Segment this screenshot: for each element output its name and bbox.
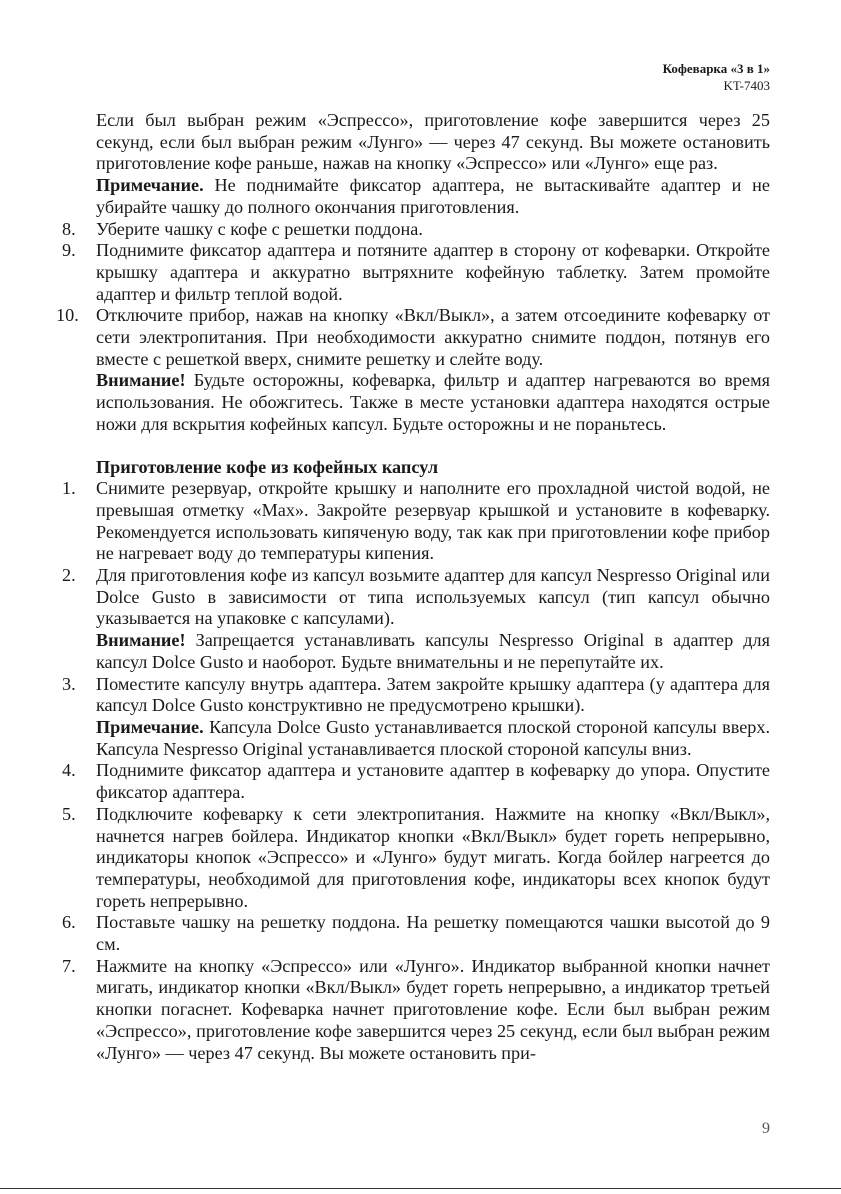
- list-item: [62, 804, 770, 913]
- model-number: KT-7403: [723, 78, 770, 93]
- list-item: [56, 305, 770, 370]
- warning-label: Внимание!: [96, 630, 186, 651]
- list-item-text: Уберите чашку с кофе с решетки поддона.: [96, 218, 423, 239]
- warning-text: Запрещается устанавливать капсулы Nespresso Original в адаптер для капсул Dolce Gusto и наоборот. Будьте внимательны и не перепутайте их.: [96, 630, 770, 672]
- list-item: [62, 565, 770, 630]
- list-item-text: Снимите резервуар, откройте крышку и наполните его прохладной чистой водой, не превышая отметку «Max». Закройте резервуар крышкой и установите в кофеварку. Рекомендуется использовать кипяченую воду, так как при приготовлении кофе прибор не нагревает воду до температуры кипения.: [96, 478, 770, 564]
- note-label: Примечание.: [96, 175, 204, 196]
- list-item-text: Отключите прибор, нажав на кнопку «Вкл/Выкл», а затем отсоедините кофеварку от сети электропитания. При необходимости аккуратно снимите поддон, потянув его вместе с решеткой вверх, снимите решетку и слейте воду.: [96, 305, 770, 369]
- list-item-number: 10.: [56, 305, 79, 326]
- page-number: 9: [762, 1120, 770, 1137]
- note-label: Примечание.: [96, 716, 204, 737]
- list-item-text: Поставьте чашку на решетку поддона. На решетку помещаются чашки высотой до 9 см.: [96, 912, 770, 955]
- warning-paragraph: [62, 370, 770, 435]
- list-item-number: 3.: [62, 673, 76, 694]
- list-item: [62, 956, 770, 1065]
- list-item-text: Для приготовления кофе из капсул возьмите адаптер для капсул Nespresso Original или Dolce Gusto в зависимости от типа используемых капсул (тип капсул обычно указывается на упаковке с капсулами).: [96, 565, 770, 629]
- note-text: Капсула Dolce Gusto устанавливается плоской стороной капсулы вверх. Капсула Nespresso Original устанавливается плоской стороной капсулы вниз.: [96, 716, 770, 759]
- page-header: [663, 60, 770, 94]
- list-item: [62, 760, 770, 803]
- note-text: Не поднимайте фиксатор адаптера, не вытаскивайте адаптер и не убирайте чашку до полного окончания приготовления.: [96, 175, 770, 217]
- page-content: [56, 110, 770, 1064]
- list-item-text: Подключите кофеварку к сети электропитания. Нажмите на кнопку «Вкл/Выкл», начнется нагрев бойлера. Индикатор кнопки «Вкл/Выкл» будет гореть непрерывно, индикаторы кнопок «Эспрессо» и «Лунго» будут мигать. Когда бойлер нагреется до температуры, необходимой для приготовления кофе, индикаторы всех кнопок будут гореть непрерывно.: [96, 803, 770, 911]
- product-title: Кофеварка «3 в 1»: [662, 61, 770, 76]
- list-item: [62, 478, 770, 565]
- warning-label: Внимание!: [96, 370, 186, 391]
- list-item-number: 8.: [62, 218, 76, 239]
- list-item: [62, 219, 770, 241]
- list-item: [62, 240, 770, 305]
- list-item-number: 4.: [62, 760, 76, 781]
- list-item-number: 7.: [62, 955, 76, 976]
- list-item: [62, 674, 770, 717]
- note-paragraph: [62, 717, 770, 760]
- note-paragraph: [62, 175, 770, 218]
- list-item-number: 2.: [62, 565, 76, 586]
- list-item-text: Нажмите на кнопку «Эспрессо» или «Лунго». Индикатор выбранной кнопки начнет мигать, индикатор кнопки «Вкл/Выкл» будет гореть непрерывно, а индикатор третьей кнопки погаснет. Кофеварка начнет приготовление кофе. Если был выбран режим «Эспрессо», приготовление кофе завершится через 25 секунд, если был выбран режим «Лунго» — через 47 секунд. Вы можете остановить при-: [96, 955, 770, 1063]
- list-item-text: Поднимите фиксатор адаптера и установите адаптер в кофеварку до упора. Опустите фиксатор адаптера.: [96, 760, 770, 803]
- list-item-number: 1.: [62, 478, 76, 499]
- page-bottom-rule: [0, 1188, 841, 1189]
- list-item-number: 9.: [62, 240, 76, 261]
- section-heading: Приготовление кофе из кофейных капсул: [96, 456, 439, 477]
- warning-text: Будьте осторожны, кофеварка, фильтр и адаптер нагреваются во время использования. Не обожгитесь. Также в месте установки адаптера находятся острые ножи для вскрытия кофейных капсул. Будьте осторожны и не пораньтесь.: [96, 370, 770, 434]
- paragraph-text: Если был выбран режим «Эспрессо», приготовление кофе завершится через 25 секунд, если был выбран режим «Лунго» — через 47 секунд. Вы можете остановить приготовление кофе раньше, нажав на кнопку «Эспрессо» или «Лунго» еще раз.: [96, 110, 770, 174]
- list-item-number: 5.: [62, 803, 76, 824]
- list-item-number: 6.: [62, 912, 76, 933]
- paragraph: [62, 110, 770, 175]
- list-item: [62, 912, 770, 955]
- warning-paragraph: [62, 630, 770, 673]
- list-item-text: Поднимите фиксатор адаптера и потяните адаптер в сторону от кофеварки. Откройте крышку адаптера и аккуратно вытряхните кофейную таблетку. Затем промойте адаптер и фильтр теплой водой.: [96, 240, 770, 304]
- list-item-text: Поместите капсулу внутрь адаптера. Затем закройте крышку адаптера (у адаптера для капсул Dolce Gusto конструктивно не предусмотрено крышки).: [96, 673, 770, 716]
